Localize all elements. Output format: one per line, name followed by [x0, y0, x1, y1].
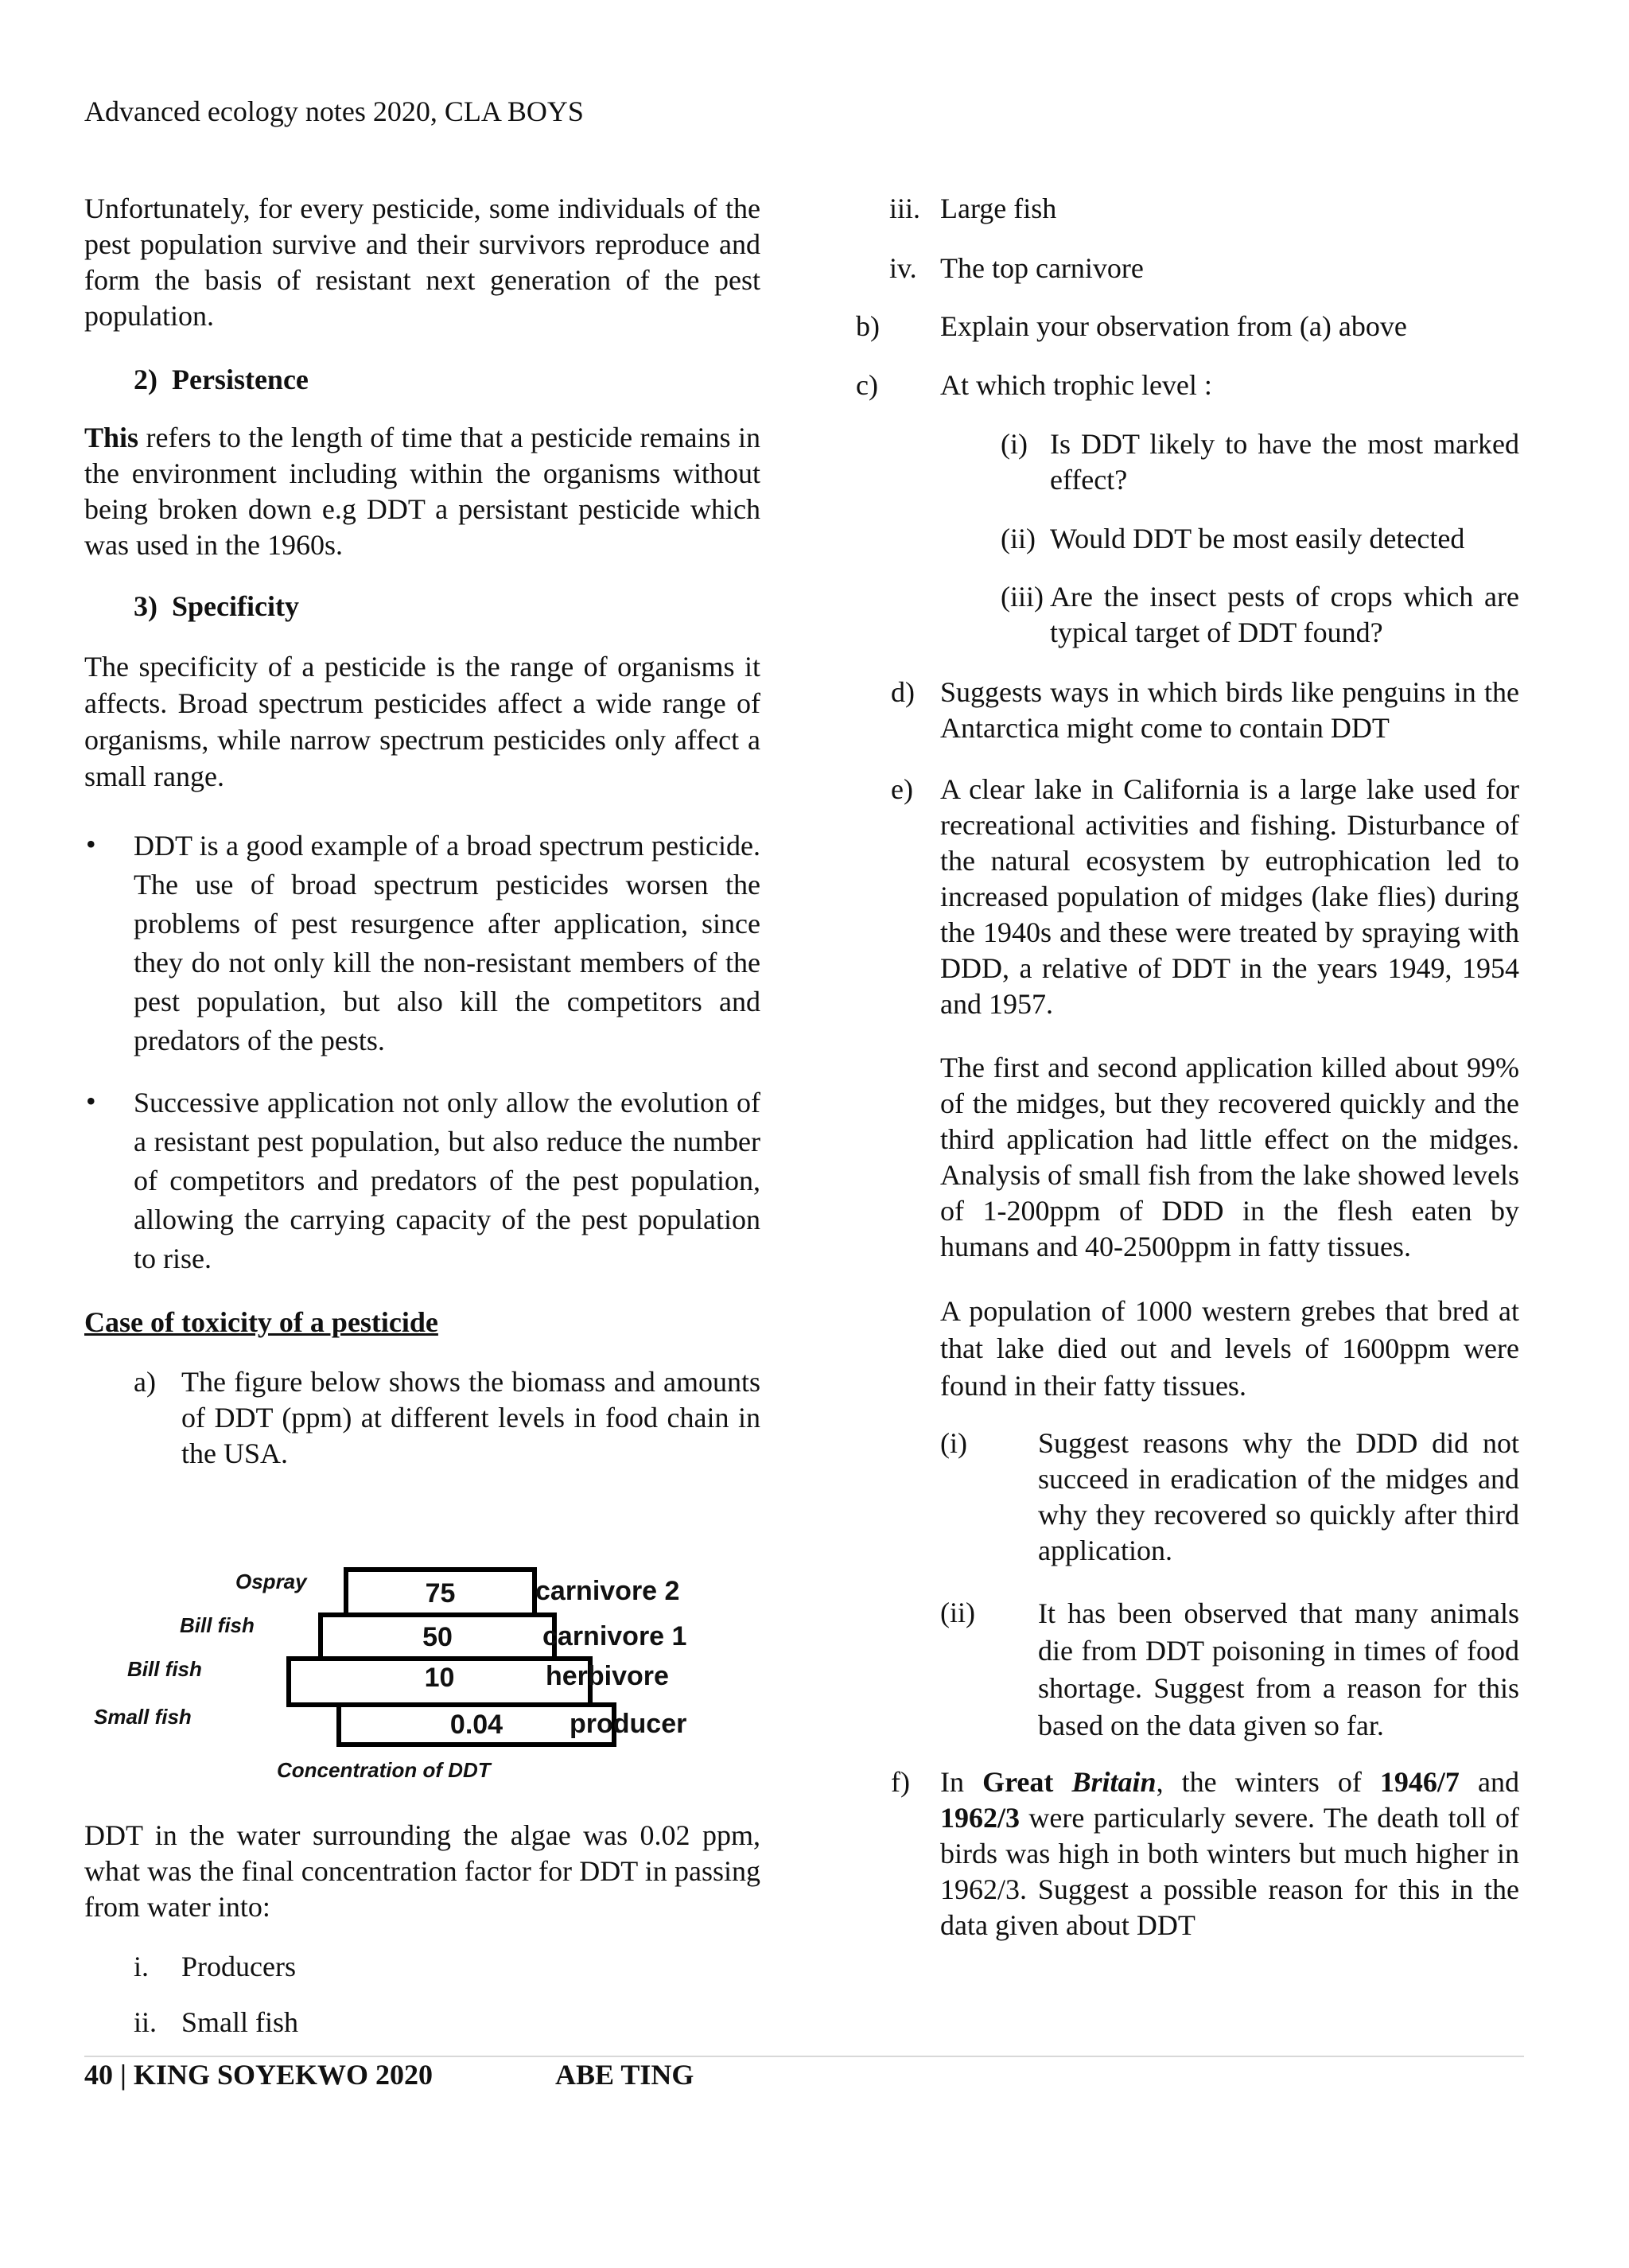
question-c-i-label: (i) — [1001, 428, 1028, 460]
footer-page-label: 40 | KING SOYEKWO 2020 — [84, 2059, 433, 2091]
question-b-label: b) — [856, 310, 880, 342]
qf-bold-year-1946: 1946/7 — [1379, 1766, 1460, 1798]
question-b-text: Explain your observation from (a) above — [940, 310, 1407, 342]
question-a-text: The figure below shows the biomass and amounts of DDT (ppm) at different levels in food chain in the USA. — [181, 1366, 760, 1469]
question-c-iii-label: (iii) — [1001, 581, 1044, 613]
value-carnivore-1: 50 — [422, 1622, 453, 1652]
side-label-bill-fish-upper: Bill fish — [180, 1613, 255, 1637]
list-item-large-fish: Large fish — [940, 193, 1057, 224]
question-e-paragraph-3: A population of 1000 western grebes that bred at that lake died out and levels of 1600ppm were found in their fatty tissues. — [940, 1295, 1519, 1402]
list-numeral-iv: iv. — [889, 252, 917, 284]
persistence-body: refers to the length of time that a pesticide remains in the environment including within the organisms without being broken down e.g DDT a persistant pesticide which was used in the 1960s. — [84, 422, 760, 561]
running-header: Advanced ecology notes 2020, CLA BOYS — [84, 95, 584, 127]
side-label-small-fish: Small fish — [94, 1705, 192, 1729]
bullet-broad-spectrum: DDT is a good example of a broad spectrum pesticide. The use of broad spectrum pesticides worsen the problems of pest resurgence after application, since they do not only kill the non-resistant members of the pest population, but also kill the competitors and predators of the pests. — [134, 830, 760, 1056]
question-e-paragraph-1: A clear lake in California is a large lake used for recreational activities and fishing. Disturbance of the natural ecosystem by eutrophication led to increased population of midges (lake flies) during the 1940s and these were treated by spraying with DDD, a relative of DDT in the years 1949, 1954 and 1957. — [940, 773, 1519, 1020]
qf-space — [1053, 1766, 1071, 1798]
bullet-marker: • — [86, 1085, 96, 1117]
persistence-lead: This — [84, 422, 139, 453]
question-c-label: c) — [856, 369, 878, 401]
level-producer: producer — [570, 1709, 687, 1739]
list-numeral-ii: ii. — [134, 2006, 157, 2038]
figure-caption: Concentration of DDT — [277, 1758, 491, 1782]
level-carnivore-1: carnivore 1 — [542, 1621, 687, 1651]
qf-text-part: In — [940, 1766, 983, 1798]
qf-text-part: and — [1459, 1766, 1519, 1798]
value-herbivore: 10 — [424, 1663, 455, 1693]
qf-text-part: were particularly severe. The death toll of birds was high in both winters but much higher in 1962/3. Suggest a possible reason for this in the data given about DDT — [940, 1802, 1519, 1941]
question-e-i-text: Suggest reasons why the DDD did not succeed in eradication of the midges and why they recovered so quickly after third application. — [1038, 1427, 1519, 1566]
heading-persistence: 2) Persistence — [134, 364, 309, 395]
level-herbivore: herbivore — [546, 1661, 669, 1691]
qf-text-part: , the winters of — [1156, 1766, 1380, 1798]
list-numeral-iii: iii. — [889, 193, 921, 224]
list-item-top-carnivore: The top carnivore — [940, 252, 1144, 284]
question-c-text: At which trophic level : — [940, 369, 1212, 401]
footer-author: ABE TING — [555, 2059, 694, 2091]
list-numeral-i: i. — [134, 1951, 150, 1982]
question-c-i-text: Is DDT likely to have the most marked effect? — [1050, 428, 1519, 496]
question-e-ii-label: (ii) — [940, 1597, 975, 1628]
list-item-producers: Producers — [181, 1951, 296, 1982]
question-e-i-label: (i) — [940, 1427, 967, 1459]
question-d-label: d) — [891, 676, 915, 708]
qf-bold-great: Great — [982, 1766, 1054, 1798]
paragraph-resistance: Unfortunately, for every pesticide, some individuals of the pest population survive and their survivors reproduce and form the basis of resistant next generation of the pest population. — [84, 193, 760, 332]
question-e-label: e) — [891, 773, 913, 805]
ddt-pyramid-figure — [80, 1551, 716, 1790]
side-label-bill-fish-lower: Bill fish — [127, 1657, 202, 1681]
qf-bold-italic-britain: Britain — [1071, 1766, 1157, 1798]
question-c-iii-text: Are the insect pests of crops which are typical target of DDT found? — [1050, 581, 1519, 648]
level-carnivore-2: carnivore 2 — [535, 1576, 680, 1606]
heading-case-toxicity: Case of toxicity of a pesticide — [84, 1306, 438, 1338]
paragraph-persistence — [84, 420, 760, 563]
qf-bold-year-1962: 1962/3 — [940, 1802, 1021, 1834]
question-d-text: Suggests ways in which birds like penguins in the Antarctica might come to contain DDT — [940, 676, 1519, 744]
question-c-ii-label: (ii) — [1001, 523, 1036, 554]
bullet-marker: • — [86, 828, 96, 860]
question-f-text — [940, 1764, 1519, 1943]
value-carnivore-2: 75 — [425, 1578, 456, 1609]
value-producer: 0.04 — [449, 1710, 503, 1740]
question-e-ii-text: It has been observed that many animals die from DDT poisoning in times of food shortage. Suggest from a reason for this based on the data given so far. — [1038, 1597, 1519, 1741]
list-item-small-fish: Small fish — [181, 2006, 299, 2038]
paragraph-ddt-water: DDT in the water surrounding the algae was 0.02 ppm, what was the final concentration factor for DDT in passing from water into: — [84, 1819, 760, 1923]
question-f-label: f) — [891, 1766, 910, 1798]
question-c-ii-text: Would DDT be most easily detected — [1050, 523, 1465, 554]
heading-specificity: 3) Specificity — [134, 590, 299, 622]
bullet-successive-application: Successive application not only allow the evolution of a resistant pest population, but also reduce the number of competitors and predators of the pest population, allowing the carrying capacity of the pest population to rise. — [134, 1087, 760, 1274]
question-e-paragraph-2: The first and second application killed about 99% of the midges, but they recovered quickly and the third application had little effect on the midges. Analysis of small fish from the lake showed levels of 1-200ppm of DDD in the flesh eaten by humans and 40-2500ppm in fatty tissues. — [940, 1052, 1519, 1262]
paragraph-specificity: The specificity of a pesticide is the range of organisms it affects. Broad spectrum pesticides affect a wide range of organisms, while narrow spectrum pesticides only affect a small range. — [84, 651, 760, 792]
question-a-label: a) — [134, 1366, 156, 1398]
side-label-ospray: Ospray — [235, 1570, 307, 1593]
